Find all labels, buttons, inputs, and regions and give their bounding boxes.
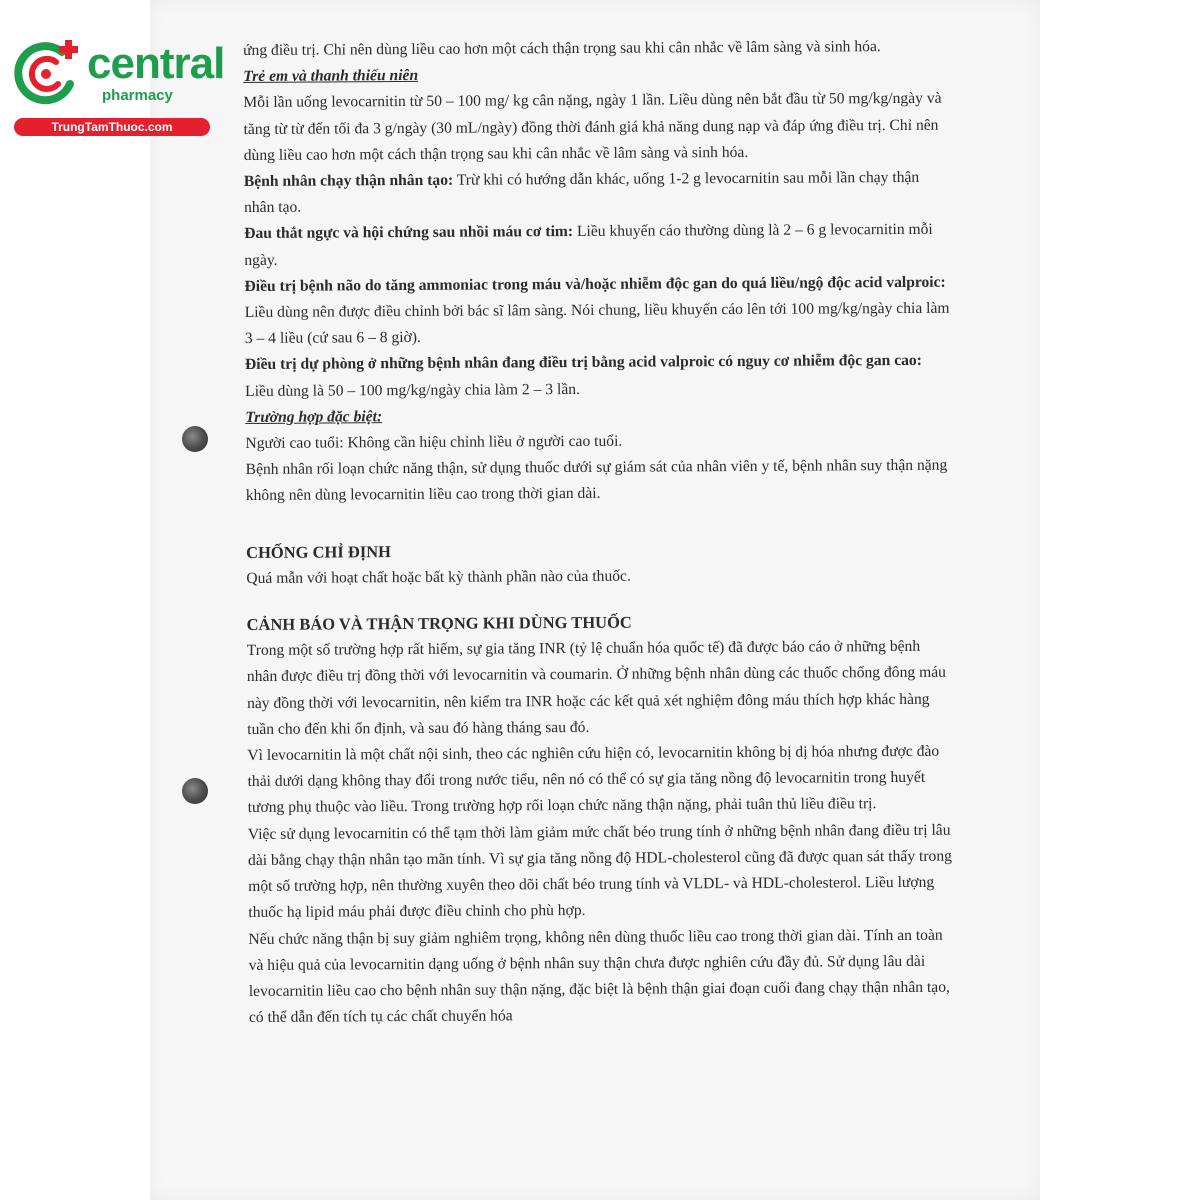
paragraph-ammonia [244,270,949,353]
text-angina: Liều khuyến cáo thường dùng là 2 – 6 g levocarnitin mỗi ngày. [244,221,933,269]
subheading-children: Trẻ em và thanh thiếu niên [243,67,419,86]
section-gap [246,505,951,539]
text-ammonia: Liều dùng nên được điều chỉnh bởi bác sĩ lâm sàng. Nói chung, liều khuyến cáo lên tới 100 mg/kg/ngày chia làm 3 – 4 liều (cứ sau 6 – 8 giờ). [244,299,950,348]
binder-hole-bottom [182,778,208,804]
paragraph-angina [244,217,949,274]
central-pharmacy-logo [10,38,225,138]
label-dialysis: Bệnh nhân chạy thận nhân tạo: [243,171,454,191]
paragraph-warning-endogenous: Vì levocarnitin là một chất nội sinh, theo các nghiên cứu hiện có, levocarnitin không bị dị hóa nhưng được đào thải dưới dạng không thay đổi trong nước tiểu, nên nó có thể có sự gia tăng nồng độ levocarnitin trong huyết tương phụ thuộc vào liều. Trong trường hợp rối loạn chức năng thận nặng, phải tuân thủ liều điều trị. [247,742,940,817]
heading-warnings: CẢNH BÁO VÀ THẬN TRỌNG KHI DÙNG THUỐC [246,612,632,635]
paragraph-elderly: Người cao tuổi: Không cần hiệu chỉnh liều ở người cao tuổi. [245,432,623,453]
logo-url-badge: TrungTamThuoc.com [14,118,210,136]
paragraph-renal: Bệnh nhân rối loạn chức năng thận, sử dụng thuốc dưới sự giám sát của nhân viên y tế, bệnh nhân suy thận nặng không nên dùng levocarnitin liều cao trong thời gian dài. [245,456,948,505]
document-content [243,34,954,1032]
label-angina: Đau thắt ngực và hội chứng sau nhồi máu cơ tim: [244,223,574,243]
paragraph-dialysis [244,165,949,222]
paragraph-dosage-continued: ứng điều trị. Chỉ nên dùng liều cao hơn một cách thận trọng sau khi cân nhắc về lâm sàng và sinh hóa. [243,38,881,59]
text-dialysis: Trừ khi có hướng dẫn khác, uống 1-2 g levocarnitin sau mỗi lần chạy thận nhân tạo. [243,168,920,217]
paragraph-warning-lipids: Việc sử dụng levocarnitin có thể tạm thời làm giảm mức chất béo trung tính ở những bệnh nhân đang điều trị lâu dài bằng chạy thận nhân tạo mãn tính. Vì sự gia tăng nồng độ HDL-cholesterol cũng đã được quan sát thấy trong một số trường hợp, nên thường xuyên theo dõi chất béo trung tính và VLDL- và HDL-cholesterol. Liều lượng thuốc hạ lipid máu phải được điều chỉnh cho phù hợp. [247,821,952,922]
label-prophylaxis: Điều trị dự phòng ở những bệnh nhân đang điều trị bằng acid valproic có nguy cơ nhiễm độc gan cao: [244,352,922,374]
logo-subtitle: pharmacy [102,87,173,104]
logo-name: central [87,39,225,88]
text-prophylaxis: Liều dùng là 50 – 100 mg/kg/ngày chia làm 2 – 3 lần. [245,380,580,400]
binder-hole-top [182,426,208,452]
heading-contraindications: CHỐNG CHỈ ĐỊNH [246,541,392,562]
paragraph-contraindications: Quá mẫn với hoạt chất hoặc bất kỳ thành phần nào của thuốc. [246,567,631,587]
paragraph-warning-renal: Nếu chức năng thận bị suy giảm nghiêm trọng, không nên dùng thuốc liều cao trong thời gian dài. Tính an toàn và hiệu quả của levocarnitin dạng uống ở bệnh nhân suy thận chưa được nghiên cứu đầy đủ. Sử dụng lâu dài levocarnitin liều cao cho bệnh nhân suy thận nặng, đặc biệt là bệnh thận giai đoạn cuối đang chạy thận nhân tạo, có thể dẫn đến tích tụ các chất chuyển hóa [248,926,950,1027]
paragraph-warning-inr: Trong một số trường hợp rất hiếm, sự gia tăng INR (tỷ lệ chuẩn hóa quốc tế) đã được báo cáo ở những bệnh nhân được điều trị đồng thời với levocarnitin và coumarin. Ở những bệnh nhân dùng các thuốc chống đông máu này đồng thời với levocarnitin, nên kiểm tra INR hoặc các kết quả xét nghiệm đông máu thích hợp khác hàng tuần cho đến khi ổn định, và sau đó hàng tháng sau đó. [246,638,946,738]
paragraph-children: Mỗi lần uống levocarnitin từ 50 – 100 mg/ kg cân nặng, ngày 1 lần. Liều dùng nên bắt đầu từ 50 mg/kg/ngày và tăng từ từ đến tối đa 3 g/ngày (30 mL/ngày) đồng thời đánh giá khả năng dung nạp và đáp ứng điều trị. Chỉ nên dùng liều cao hơn một cách thận trọng sau khi cân nhắc về lâm sàng và sinh hóa. [243,90,942,164]
subheading-special-cases: Trường hợp đặc biệt: [245,408,383,426]
label-ammonia: Điều trị bệnh não do tăng ammoniac trong máu và/hoặc nhiễm độc gan do quá liều/ngộ độc acid valproic: [244,273,946,295]
pharmacy-logo-icon [10,38,82,110]
paragraph-prophylaxis [245,348,950,405]
